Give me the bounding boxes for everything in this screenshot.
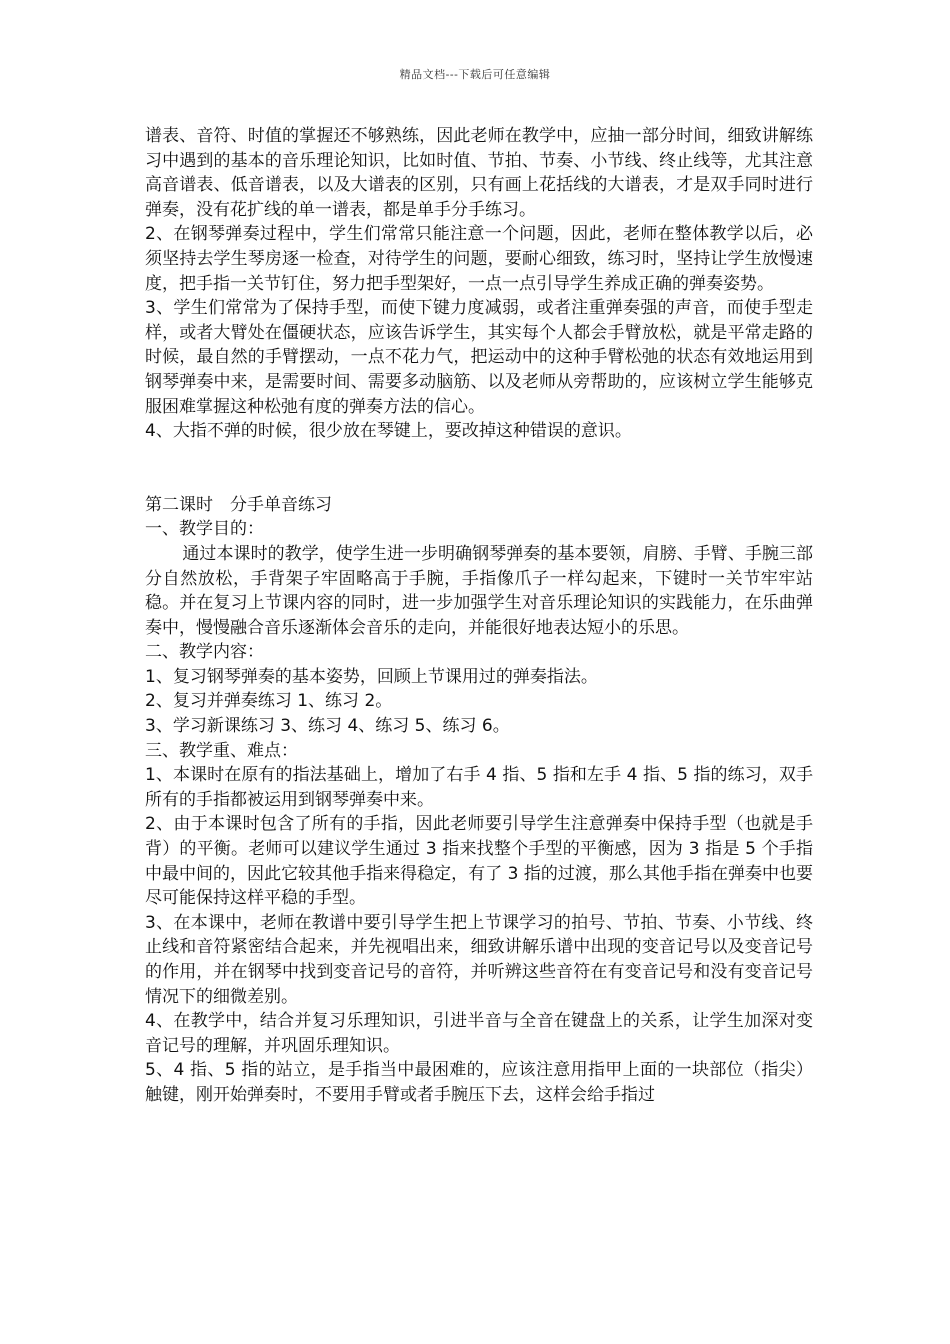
paragraph-teaching-goal: 通过本课时的教学，使学生进一步明确钢琴弹奏的基本要领，肩膀、手臂、手腕三部分自然放松，手背架子牢固略高于手腕，手指像爪子一样勾起来，下键时一关节牢牢站稳。并在复习上节课内容的同时，进一步加强学生对音乐理论知识的实践能力，在乐曲弹奏中，慢慢融合音乐逐渐体会音乐的走向，并能很好地表达短小的乐思。: [145, 543, 813, 638]
paragraph-point-3: 3、学生们常常为了保持手型，而使下键力度减弱，或者注重弹奏强的声音，而使手型走样，或者大臂处在僵硬状态，应该告诉学生，其实每个人都会手臂放松，就是平常走路的时候，最自然的手臂摆动，一点不花力气，把运动中的这种手臂松弛的状态有效地运用到钢琴弹奏中来，是需要时间、需要多动脑筋、以及老师从旁帮助的，应该树立学生能够克服困难掌握这种松弛有度的弹奏方法的信心。: [145, 298, 813, 417]
key-point-4: 4、在教学中，结合并复习乐理知识，引进半音与全音在键盘上的关系，让学生加深对变音记号的理解，并巩固乐理知识。: [145, 1011, 813, 1056]
key-point-1: 1、本课时在原有的指法基础上，增加了右手 4 指、5 指和左手 4 指、5 指的练习，双手所有的手指都被运用到钢琴弹奏中来。: [145, 765, 813, 810]
heading-key-points: 三、教学重、难点：: [145, 740, 298, 761]
page-header: 精品文档---下载后可任意编辑: [399, 68, 551, 81]
paragraph-notation: 谱表、音符、时值的掌握还不够熟练，因此老师在教学中，应抽一部分时间，细致讲解练习中遇到的基本的音乐理论知识，比如时值、节拍、节奏、小节线、终止线等，尤其注意高音谱表、低音谱表，以及大谱表的区别，只有画上花括线的大谱表，才是双手同时进行弹奏，没有花扩线的单一谱表，都是单手分手练习。: [145, 126, 813, 220]
key-point-5: 5、4 指、5 指的站立，是手指当中最困难的，应该注意用指甲上面的一块部位（指尖）触键，刚开始弹奏时，不要用手臂或者手腕压下去，这样会给手指过: [145, 1060, 813, 1105]
section-spacer: [145, 444, 813, 493]
document-body: [145, 124, 813, 1108]
paragraph-point-2: 2、在钢琴弹奏过程中，学生们常常只能注意一个问题，因此，老师在整体教学以后，必须坚持去学生琴房逐一检查，对待学生的问题，要耐心细致，练习时，坚持让学生放慢速度，把手指一关节钉住，努力把手型架好，一点一点引导学生养成正确的弹奏姿势。: [145, 224, 813, 294]
content-item-2: 2、复习并弹奏练习 1、练习 2。: [145, 691, 393, 712]
key-point-2: 2、由于本课时包含了所有的手指，因此老师要引导学生注意弹奏中保持手型（也就是手背）的平衡。老师可以建议学生通过 3 指来找整个手型的平衡感，因为 3 指是 5 个手指中最中间的，因此它较其他手指来得稳定，有了 3 指的过渡，那么其他手指在弹奏中也要尽可能保持这样平稳的手型。: [145, 814, 813, 909]
heading-teaching-content: 二、教学内容：: [145, 642, 264, 663]
content-item-1: 1、复习钢琴弹奏的基本姿势，回顾上节课用过的弹奏指法。: [145, 666, 598, 687]
paragraph-point-4: 4、大指不弹的时候，很少放在琴键上，要改掉这种错误的意识。: [145, 421, 632, 442]
lesson-title: 第二课时 分手单音练习: [145, 494, 332, 515]
content-item-3: 3、学习新课练习 3、练习 4、练习 5、练习 6。: [145, 716, 510, 737]
heading-teaching-goal: 一、教学目的：: [145, 519, 264, 540]
key-point-3: 3、在本课中，老师在教谱中要引导学生把上节课学习的拍号、节拍、节奏、小节线、终止线和音符紧密结合起来，并先视唱出来，细致讲解乐谱中出现的变音记号以及变音记号的作用，并在钢琴中找到变音记号的音符，并听辨这些音符在有变音记号和没有变音记号情况下的细微差别。: [145, 912, 813, 1007]
